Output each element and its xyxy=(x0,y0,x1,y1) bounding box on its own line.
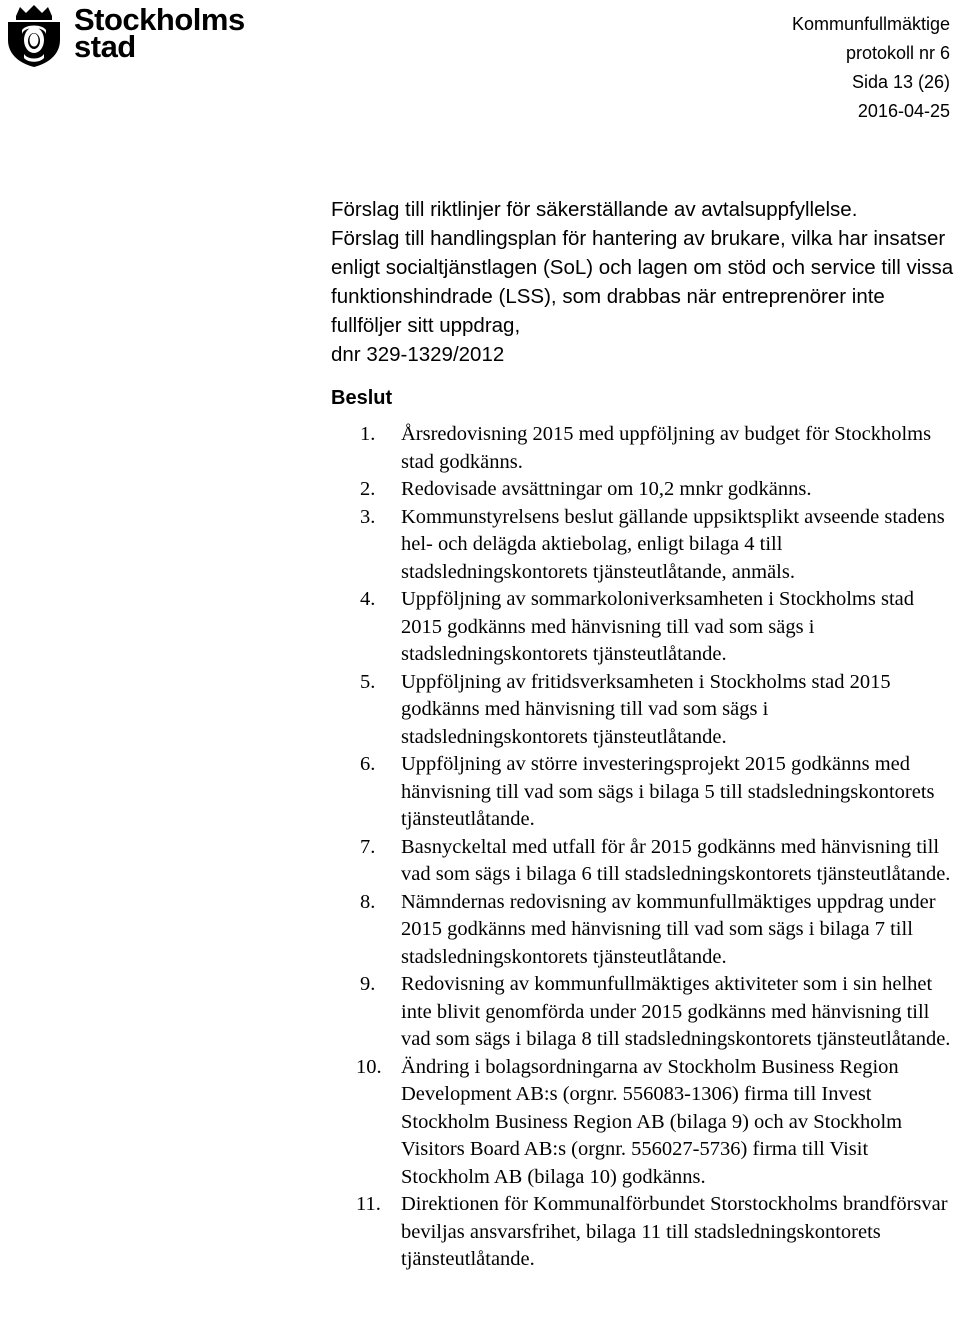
decision-number: 7. xyxy=(360,835,376,858)
decision-number: 11. xyxy=(356,1193,381,1215)
decision-text: Redovisning av kommunfullmäktiges aktiviteter som i sin helhet inte blivit genomförda under 2015 godkänns med hänvisning till vad som sägs i bilaga 8 till stadsledningskontorets tjänsteutlåtande. xyxy=(401,973,951,1050)
decision-number: 8. xyxy=(360,890,376,913)
decision-item xyxy=(360,751,960,834)
decision-text: Uppföljning av större investeringsprojekt 2015 godkänns med hänvisning till vad som sägs i bilaga 5 till stadsledningskontorets tjänsteutlåtande. xyxy=(401,753,935,830)
logo-line-2: stad xyxy=(74,29,136,64)
decision-text: Direktionen för Kommunalförbundet Storstockholms brandförsvar beviljas ansvarsfrihet, bilaga 11 till stadsledningskontorets tjänsteutlåtande. xyxy=(401,1193,948,1270)
beslut-heading: Beslut xyxy=(331,387,393,409)
decision-text: Basnyckeltal med utfall för år 2015 godkänns med hänvisning till vad som sägs i bilaga 6 till stadsledningskontorets tjänsteutlåtande. xyxy=(401,835,951,885)
decision-number: 4. xyxy=(360,588,376,610)
decision-number: 5. xyxy=(360,670,376,693)
decision-item xyxy=(360,669,960,752)
meta-protocol: protokoll nr 6 xyxy=(845,43,950,63)
decision-item xyxy=(360,476,960,504)
decision-number: 6. xyxy=(360,753,376,775)
decision-text: Kommunstyrelsens beslut gällande uppsiktsplikt avseende stadens hel- och delägda aktiebolag, enligt bilaga 4 till stadsledningskontorets tjänsteutlåtande, anmäls. xyxy=(401,505,945,583)
decision-item xyxy=(360,586,960,669)
decision-item xyxy=(360,971,960,1054)
stockholms-stad-logo xyxy=(2,2,245,68)
decision-item xyxy=(356,1054,960,1192)
logo-wordmark xyxy=(74,2,245,64)
intro-dnr: dnr 329-1329/2012 xyxy=(331,343,505,366)
decision-text: Uppföljning av fritidsverksamheten i Stockholms stad 2015 godkänns med hänvisning till vad som sägs i stadsledningskontorets tjänsteutlåtande. xyxy=(401,670,891,748)
decision-item xyxy=(360,504,960,587)
decision-list xyxy=(356,421,960,1274)
logo-line-1: Stockholms xyxy=(74,2,245,37)
decision-text: Uppföljning av sommarkoloniverksamheten i Stockholms stad 2015 godkänns med hänvisning till vad som sägs i stadsledningskontorets tjänsteutlåtande. xyxy=(401,588,915,665)
decision-number: 10. xyxy=(356,1055,382,1078)
meta-date: 2016-04-25 xyxy=(857,101,950,121)
decision-number: 9. xyxy=(360,973,376,995)
decision-item xyxy=(360,889,960,972)
agenda-item-title xyxy=(331,195,956,369)
decision-number: 3. xyxy=(360,505,376,528)
meta-page: Sida 13 (26) xyxy=(851,72,950,92)
document-meta xyxy=(792,10,950,126)
decision-text: Ändring i bolagsordningarna av Stockholm Business Region Development AB:s (orgnr. 556083-1306) firma till Invest Stockholm Business Region AB (bilaga 9) och av Stockholm Visitors Board AB:s (orgnr. 556027-5736) firma till Visit Stockholm AB (bilaga 10) godkänns. xyxy=(401,1055,903,1188)
coat-of-arms-icon xyxy=(2,4,66,68)
decision-item xyxy=(360,834,960,889)
decision-item xyxy=(356,1191,960,1274)
decision-number: 2. xyxy=(360,478,376,500)
intro-line-1: Förslag till riktlinjer för säkerställande av avtalsuppfyllelse. xyxy=(331,198,858,221)
decision-item xyxy=(360,421,960,476)
decision-number: 1. xyxy=(360,423,376,445)
decision-text: Redovisade avsättningar om 10,2 mnkr godkänns. xyxy=(401,478,812,500)
meta-body: Kommunfullmäktige xyxy=(791,14,950,34)
decision-text: Nämndernas redovisning av kommunfullmäktiges uppdrag under 2015 godkänns med hänvisning till vad som sägs i bilaga 7 till stadsledningskontorets tjänsteutlåtande. xyxy=(401,890,936,968)
intro-line-2: Förslag till handlingsplan för hantering av brukare, vilka har insatser enligt socialtjänstlagen (SoL) och lagen om stöd och service till vissa funktionshindrade (LSS), som drabbas när entreprenörer inte fullföljer sitt uppdrag, xyxy=(331,227,954,337)
decision-text: Årsredovisning 2015 med uppföljning av budget för Stockholms stad godkänns. xyxy=(401,423,932,473)
